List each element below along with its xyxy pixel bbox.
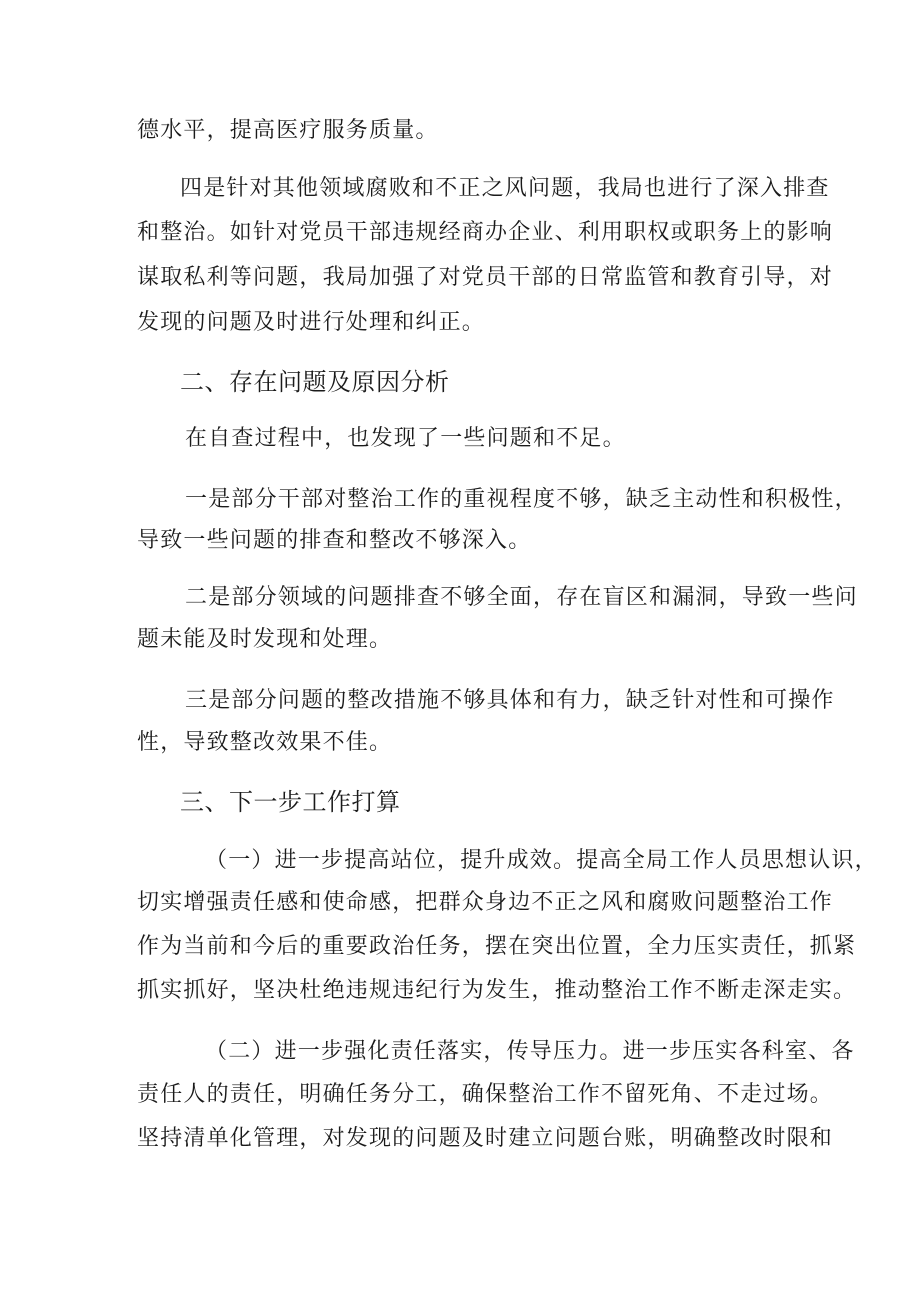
paragraph-line: 导致一些问题的排查和整改不够深入。: [137, 528, 532, 553]
paragraph-line: 谋取私利等问题，我局加强了对党员干部的日常监管和教育引导，对: [137, 265, 834, 290]
paragraph-line: 发现的问题及时进行处理和纠正。: [137, 310, 486, 335]
paragraph-line: 抓实抓好，坚决杜绝违规违纪行为发生，推动整治工作不断走深走实。: [137, 978, 857, 1003]
section-heading: 三、下一步工作打算: [180, 788, 401, 816]
paragraph-line: 坚持清单化管理，对发现的问题及时建立问题台账，明确整改时限和: [137, 1126, 834, 1151]
paragraph-line: 和整治。如针对党员干部违规经商办企业、利用职权或职务上的影响: [137, 220, 834, 245]
paragraph-line: 作为当前和今后的重要政治任务，摆在突出位置，全力压实责任，抓紧: [137, 934, 857, 959]
paragraph-line: 二是部分领域的问题排查不够全面，存在盲区和漏洞，导致一些问: [185, 585, 858, 610]
paragraph-line: 一是部分干部对整治工作的重视程度不够，缺乏主动性和积极性，: [185, 487, 858, 512]
paragraph-line: 四是针对其他领域腐败和不正之风问题，我局也进行了深入排查: [180, 176, 830, 201]
paragraph-line: 性，导致整改效果不佳。: [137, 730, 393, 755]
paragraph-line: 三是部分问题的整改措施不够具体和有力，缺乏针对性和可操作: [185, 688, 835, 713]
paragraph-line: （一）进一步提高站位，提升成效。提高全局工作人员思想认识，: [205, 848, 878, 873]
paragraph-line: 在自查过程中，也发现了一些问题和不足。: [185, 426, 626, 451]
section-heading: 二、存在问题及原因分析: [180, 368, 450, 396]
paragraph-line: 责任人的责任，明确任务分工，确保整治工作不留死角、不走过场。: [137, 1082, 834, 1107]
paragraph-line: 题未能及时发现和处理。: [137, 627, 393, 652]
paragraph-line: 切实增强责任感和使命感，把群众身边不正之风和腐败问题整治工作: [137, 890, 834, 915]
paragraph-line: 德水平，提高医疗服务质量。: [137, 118, 439, 143]
paragraph-line: （二）进一步强化责任落实，传导压力。进一步压实各科室、各: [205, 1039, 855, 1064]
